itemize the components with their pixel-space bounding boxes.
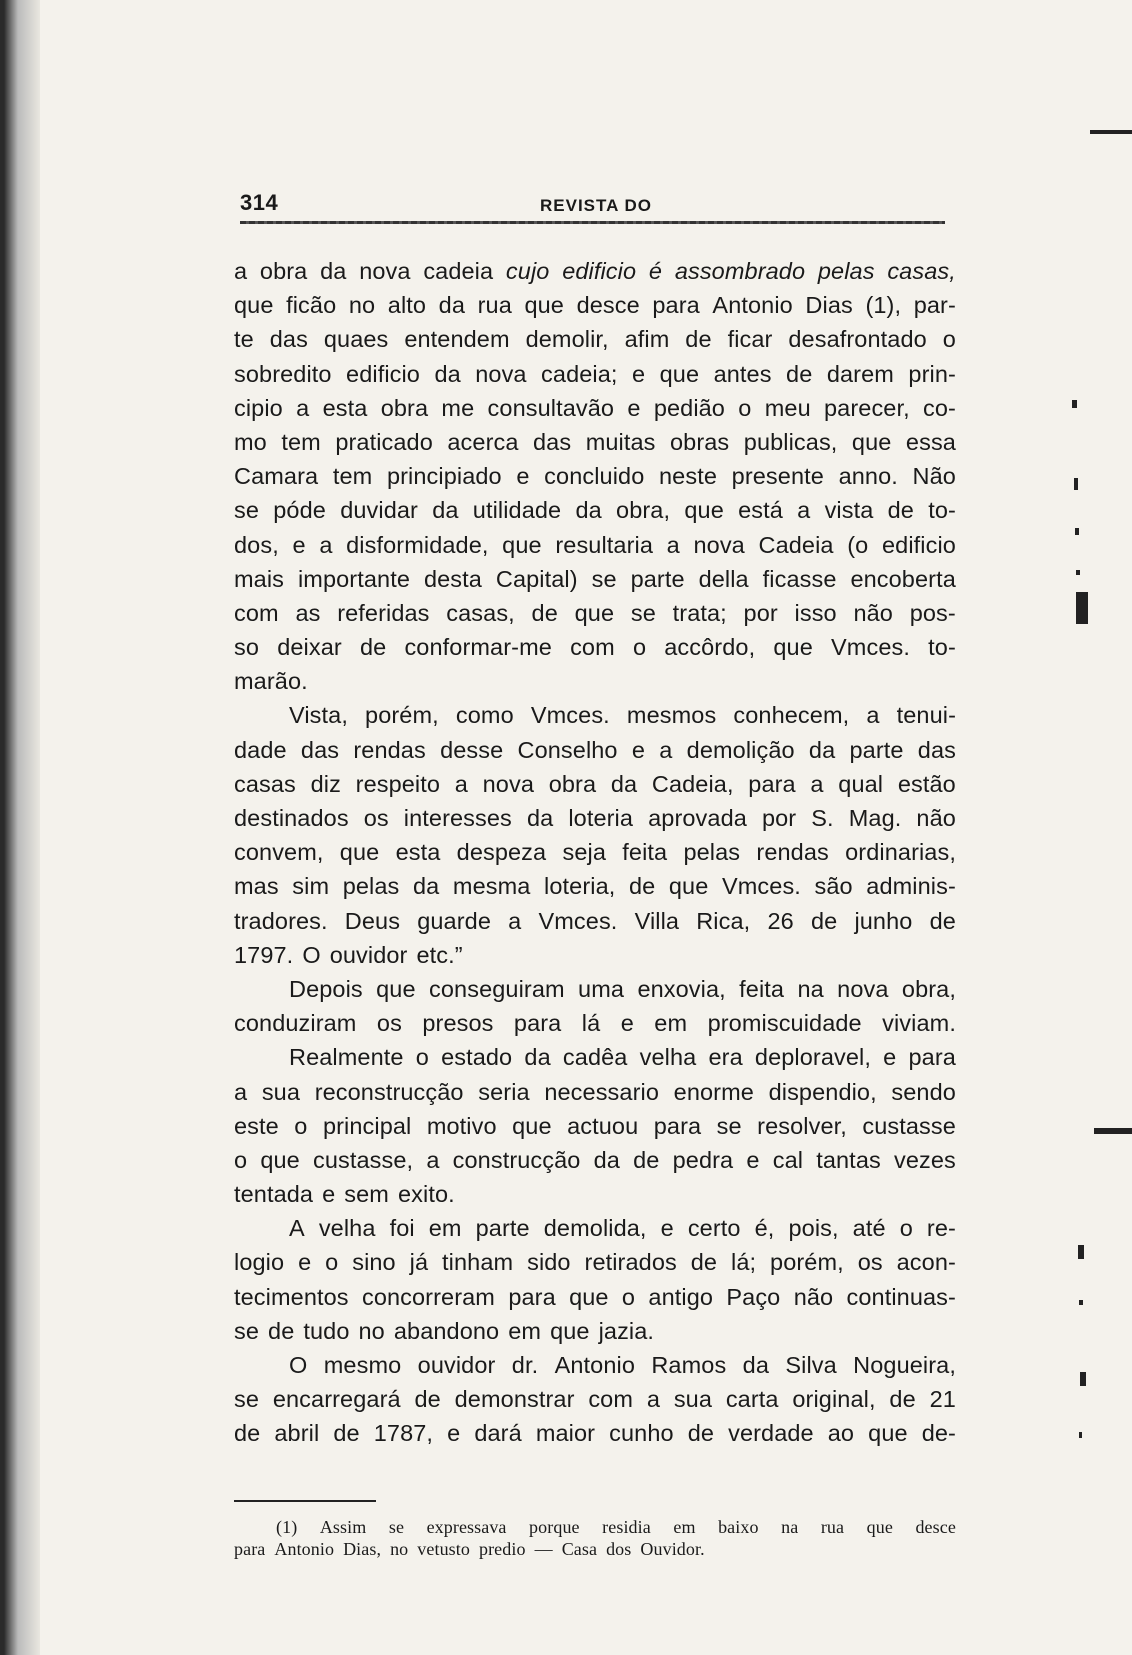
body-line: so deixar de conformar-me com o accôrdo, que Vmces. to- — [234, 634, 956, 661]
body-line: conduziram os presos para lá e em promiscuidade viviam. — [234, 1010, 956, 1037]
body-line: mo tem praticado acerca das muitas obras publicas, que essa — [234, 428, 956, 455]
body-line: A velha foi em parte demolida, e certo é, pois, até o re- — [289, 1215, 956, 1242]
body-line: dos, e a disformidade, que resultaria a nova Cadeia (o edificio — [234, 531, 956, 558]
body-line: dade das rendas desse Conselho e a demolição da parte das — [234, 736, 956, 763]
body-line: tecimentos concorreram para que o antigo Paço não continuas- — [234, 1283, 956, 1310]
body-line: este o principal motivo que actuou para se resolver, custasse — [234, 1112, 956, 1139]
body-line: de abril de 1787, e dará maior cunho de verdade ao que de- — [234, 1420, 956, 1447]
body-line: se póde duvidar da utilidade da obra, que está a vista de to- — [234, 497, 956, 524]
book-binding-edge — [0, 0, 40, 1655]
body-line: Vista, porém, como Vmces. mesmos conhecem, a tenui- — [289, 702, 956, 729]
body-line: casas diz respeito a nova obra da Cadeia, para a qual estão — [234, 770, 956, 797]
body-line: O mesmo ouvidor dr. Antonio Ramos da Silva Nogueira, — [289, 1352, 956, 1378]
body-line: com as referidas casas, de que se trata; por isso não pos- — [234, 599, 956, 626]
body-line: cipio a esta obra me consultavão e pedião o meu parecer, co- — [234, 394, 956, 421]
running-head: REVISTA DO — [540, 196, 653, 215]
body-line: mais importante desta Capital) se parte della ficasse encoberta — [234, 565, 956, 592]
body-line: te das quaes entendem demolir, afim de ficar desafrontado o — [234, 326, 956, 353]
footnote-line: (1) Assim se expressava porque residia em baixo na rua que desce — [276, 1517, 956, 1537]
body-line: a sua reconstrucção seria necessario enorme dispendio, sendo — [234, 1078, 956, 1105]
body-line: logio e o sino já tinham sido retirados de lá; porém, os acon- — [234, 1249, 956, 1276]
body-line: se de tudo no abandono em que jazia. — [234, 1317, 655, 1344]
body-line: Depois que conseguiram uma enxovia, feita na nova obra, — [289, 975, 956, 1002]
body-line: que ficão no alto da rua que desce para Antonio Dias (1), par- — [234, 292, 956, 319]
body-line: convem, que esta despeza seja feita pelas rendas ordinarias, — [234, 839, 956, 866]
footnote-line: para Antonio Dias, no vetusto predio — Casa dos Ouvidor. — [234, 1539, 705, 1559]
body-text — [234, 254, 956, 1451]
header-rule — [240, 221, 945, 224]
footnote — [234, 1516, 956, 1560]
page-number: 314 — [240, 190, 279, 215]
page-header — [240, 190, 945, 220]
body-line: tradores. Deus guarde a Vmces. Villa Rica, 26 de junho de — [234, 907, 956, 934]
body-line: Camara tem principiado e concluido neste presente anno. Não — [234, 463, 956, 490]
body-line: o que custasse, a construcção da de pedra e cal tantas vezes — [234, 1146, 956, 1173]
body-line: marão. — [234, 668, 308, 695]
body-line: sobredito edificio da nova cadeia; e que antes de darem prin- — [234, 360, 956, 387]
facing-page-edge — [1042, 0, 1132, 1655]
body-line: mas sim pelas da mesma loteria, de que Vmces. são adminis- — [234, 873, 956, 900]
body-line: Realmente o estado da cadêa velha era deploravel, e para — [289, 1044, 956, 1071]
body-line: 1797. O ouvidor etc.” — [234, 941, 463, 968]
footnote-rule — [234, 1500, 376, 1502]
body-line: a obra da nova cadeia cujo edificio é assombrado pelas casas, — [234, 258, 956, 284]
body-line: tentada e sem exito. — [234, 1181, 455, 1208]
body-line: destinados os interesses da loteria aprovada por S. Mag. não — [234, 805, 956, 831]
body-line: se encarregará de demonstrar com a sua carta original, de 21 — [234, 1386, 956, 1413]
